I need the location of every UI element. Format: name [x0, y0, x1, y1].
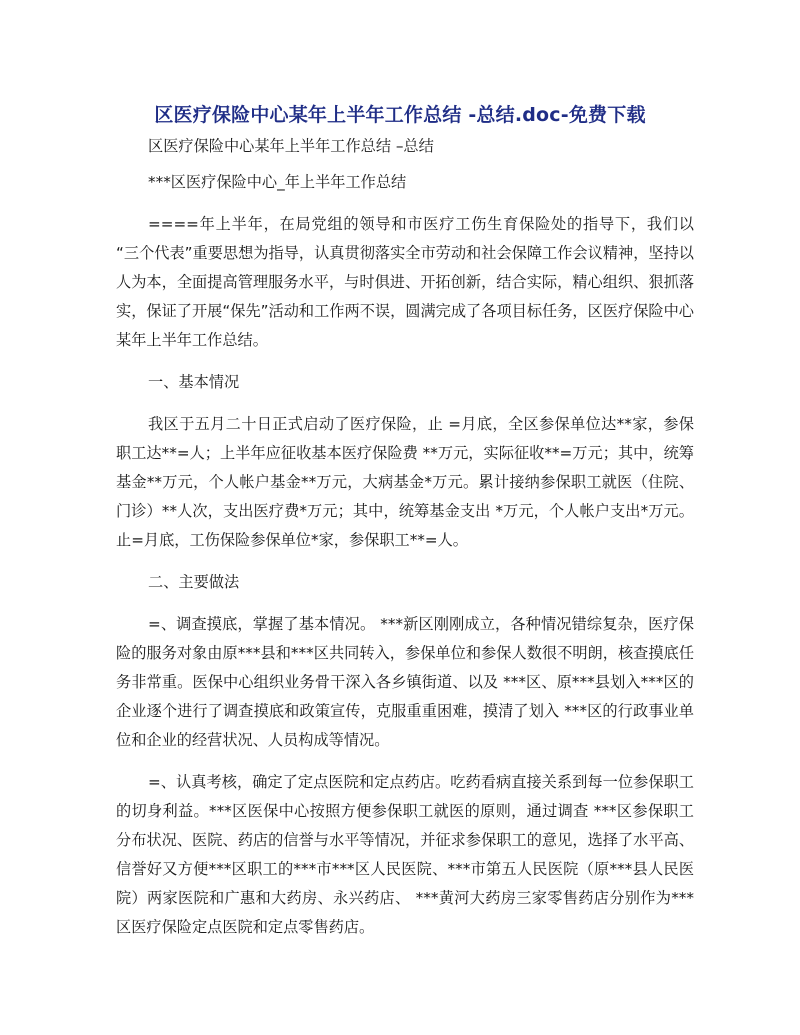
- paragraph-survey: =、调查摸底，掌握了基本情况。 ***新区刚刚成立，各种情况错综复杂，医疗保险的服务对象由原***县和***区共同转入，参保单位和参保人数很不明朗，核查摸底任务非常重。医保中心组织业务骨干深入各乡镇街道、以及 ***区、原***县划入***区的企业逐个进行了调查摸底和政策宣传，克服重重困难，摸清了划入 ***区的行政事业单位和企业的经营状况、人员构成等情况。: [116, 615, 694, 749]
- document-subtitle: 区医疗保险中心某年上半年工作总结 –总结: [148, 137, 434, 155]
- document-title: 区医疗保险中心某年上半年工作总结 -总结.doc-免费下载: [154, 104, 646, 126]
- section-heading-basic: 一、基本情况: [148, 373, 240, 391]
- paragraph-header-line: ***区医疗保险中心_年上半年工作总结: [148, 173, 407, 191]
- paragraph-basic-situation: 我区于五月二十日正式启动了医疗保险，止 =月底，全区参保单位达**家，参保职工达**=人；上半年应征收基本医疗保险费 **万元，实际征收**=万元；其中，统筹基金**万元，个人帐户基金**万元，大病基金*万元。累计接纳参保职工就医（住院、门诊）**人次，支出医疗费*万元；其中，统筹基金支出 *万元，个人帐户支出*万元。止=月底，工伤保险参保单位*家，参保职工**=人。: [116, 415, 694, 549]
- section-heading-methods: 二、主要做法: [148, 573, 240, 591]
- paragraph-intro: ====年上半年，在局党组的领导和市医疗工伤生育保险处的指导下，我们以 “三个代表”重要思想为指导，认真贯彻落实全市劳动和社会保障工作会议精神，坚持以人为本，全面提高管理服务水平，与时俱进、开拓创新，结合实际，精心组织、狠抓落实，保证了开展“保先”活动和工作两不误，圆满完成了各项目标任务，区医疗保险中心某年上半年工作总结。: [116, 215, 694, 349]
- paragraph-assessment: =、认真考核，确定了定点医院和定点药店。吃药看病直接关系到每一位参保职工的切身利益。***区医保中心按照方便参保职工就医的原则，通过调查 ***区参保职工分布状况、医院、药店的信誉与水平等情况，并征求参保职工的意见，选择了水平高、信誉好又方便***区职工的***市***区人民医院、***市第五人民医院（原***县人民医院）两家医院和广惠和大药房、永兴药店、 ***黄河大药房三家零售药店分别作为***区医疗保险定点医院和定点零售药店。: [116, 773, 694, 936]
- document-body: [116, 168, 694, 955]
